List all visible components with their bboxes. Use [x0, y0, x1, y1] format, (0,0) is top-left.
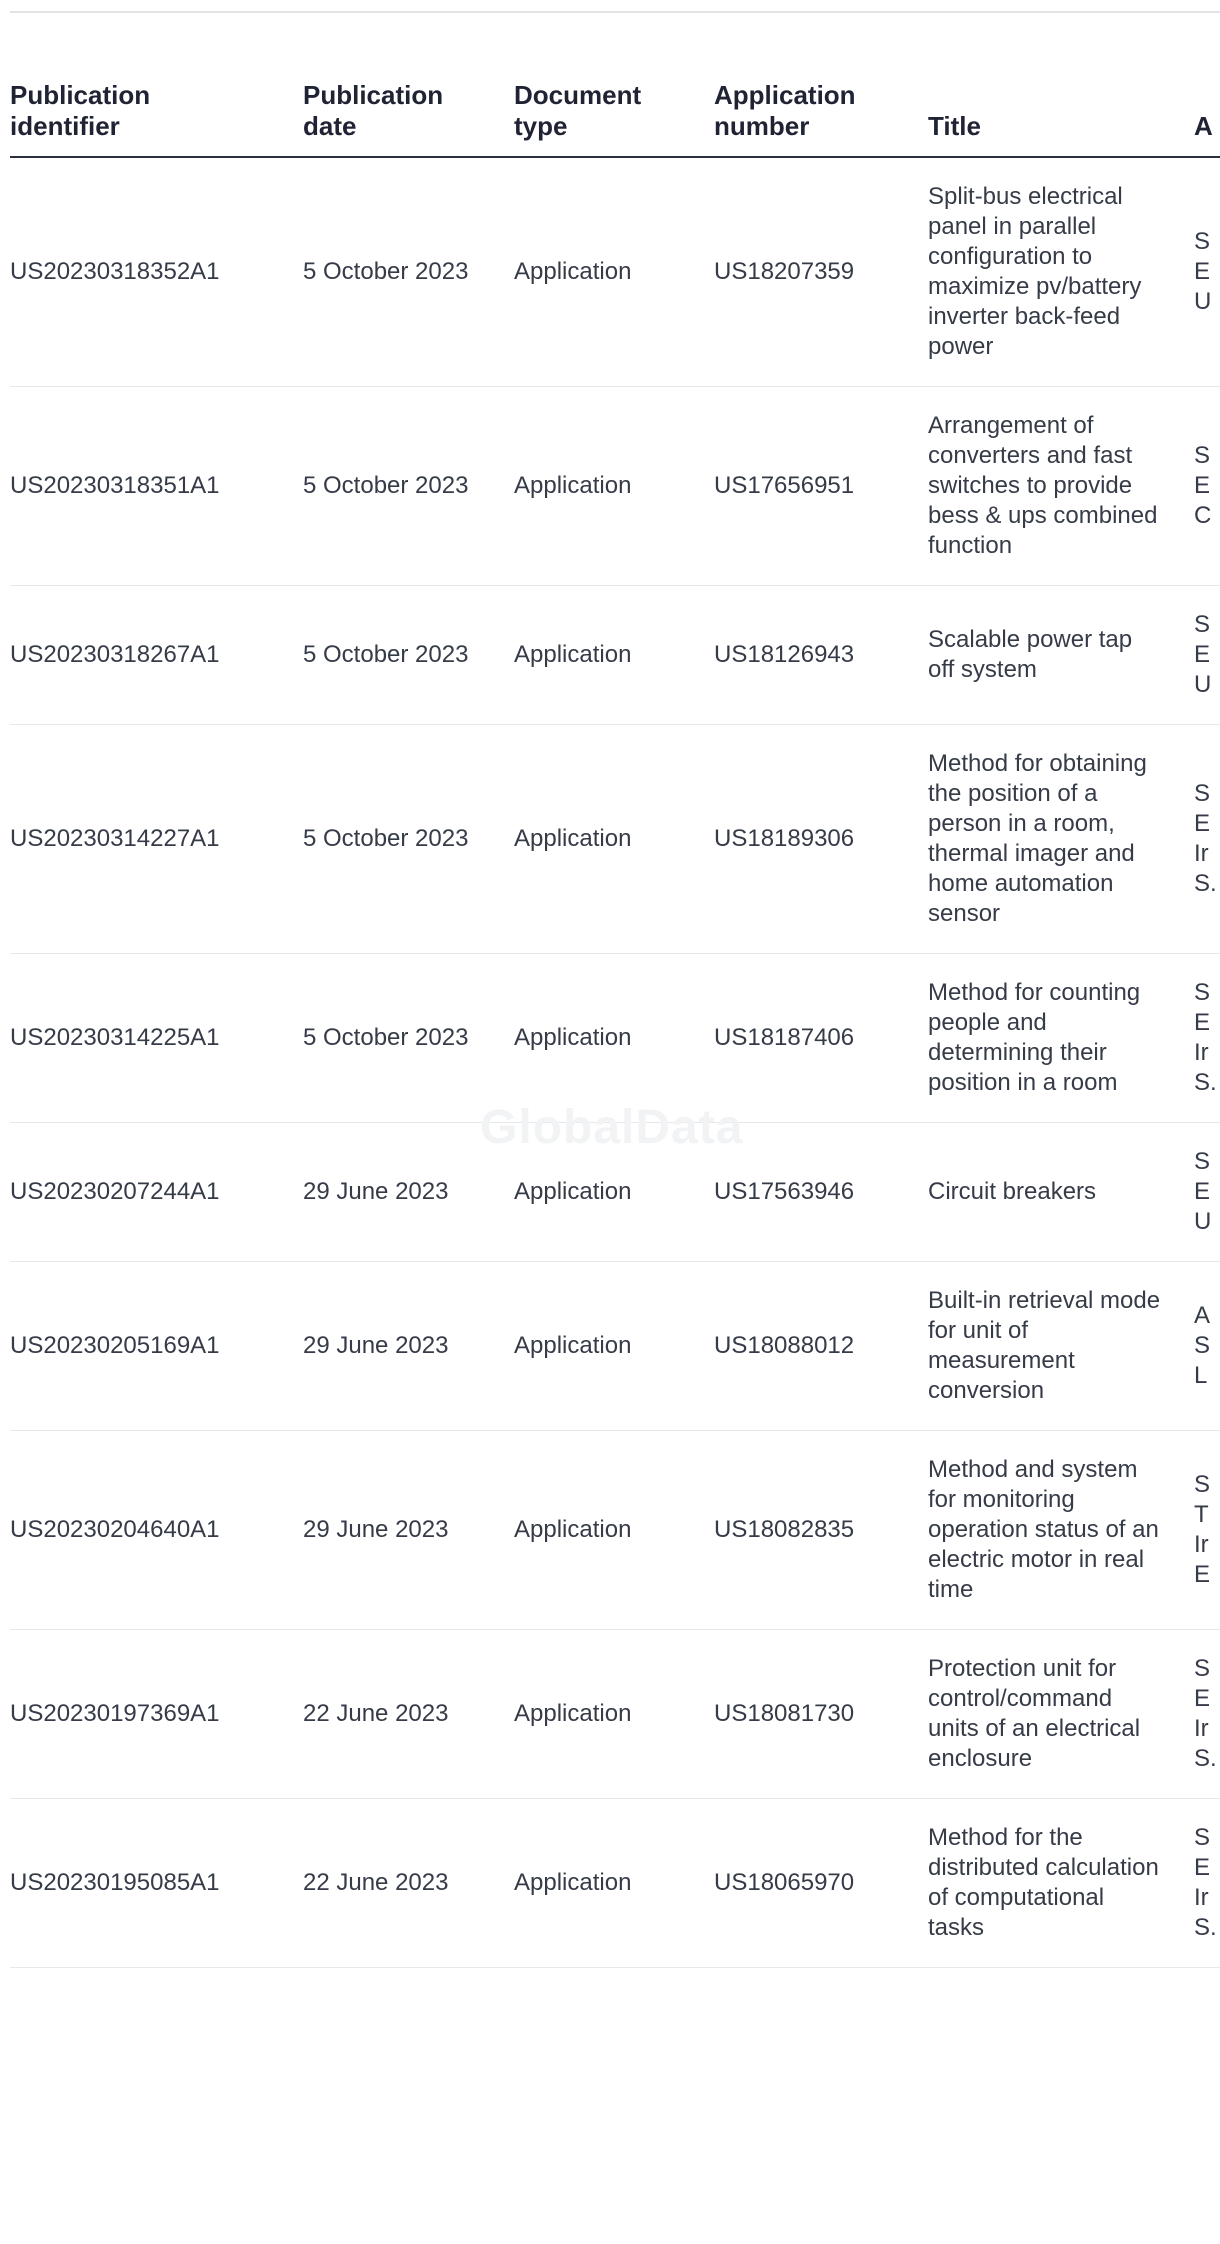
table-row[interactable] — [10, 1431, 1220, 1630]
publication-date-cell: 22 June 2023 — [303, 1630, 514, 1799]
table-row[interactable] — [10, 1262, 1220, 1431]
header-label: Document type — [514, 80, 642, 141]
publication-identifier-cell: US20230207244A1 — [10, 1123, 303, 1262]
table-row[interactable] — [10, 725, 1220, 954]
assignee-cell: S E Ir S. — [1194, 725, 1220, 954]
header-assignee[interactable] — [1194, 62, 1220, 157]
publication-identifier-cell: US20230314225A1 — [10, 954, 303, 1123]
title-cell: Method for obtaining the position of a person in a room, thermal imager and home automation sensor — [928, 725, 1194, 954]
document-type-cell: Application — [514, 157, 714, 387]
table-row[interactable] — [10, 1799, 1220, 1968]
table-row[interactable] — [10, 387, 1220, 586]
application-number-cell: US18189306 — [714, 725, 928, 954]
publication-identifier-cell: US20230204640A1 — [10, 1431, 303, 1630]
table-row[interactable] — [10, 1630, 1220, 1799]
table-row[interactable] — [10, 954, 1220, 1123]
publication-identifier-cell: US20230318351A1 — [10, 387, 303, 586]
assignee-cell: S E Ir S. — [1194, 954, 1220, 1123]
publication-identifier-cell: US20230197369A1 — [10, 1630, 303, 1799]
watermark-logo: GlobalData — [480, 1101, 744, 1154]
assignee-cell: S E U — [1194, 586, 1220, 725]
assignee-cell: S E U — [1194, 157, 1220, 387]
header-document-type[interactable] — [514, 62, 714, 157]
application-number-cell: US18082835 — [714, 1431, 928, 1630]
application-number-cell: US18187406 — [714, 954, 928, 1123]
title-cell: Scalable power tap off system — [928, 586, 1194, 725]
title-cell: Built-in retrieval mode for unit of measurement conversion — [928, 1262, 1194, 1431]
header-application-number[interactable] — [714, 62, 928, 157]
patent-table — [10, 62, 1220, 1968]
document-type-cell: Application — [514, 1799, 714, 1968]
header-label: Publication identifier — [10, 80, 151, 141]
assignee-cell: S E U — [1194, 1123, 1220, 1262]
application-number-cell: US18065970 — [714, 1799, 928, 1968]
document-type-cell: Application — [514, 1630, 714, 1799]
application-number-cell: US18207359 — [714, 157, 928, 387]
table-body — [10, 157, 1220, 1968]
table-row[interactable] — [10, 157, 1220, 387]
header-label: A — [1194, 111, 1213, 141]
header-label: Application number — [714, 80, 856, 141]
header-publication-date[interactable] — [303, 62, 514, 157]
document-type-cell: Application — [514, 1431, 714, 1630]
title-cell: Split-bus electrical panel in parallel configuration to maximize pv/battery inverter back-feed power — [928, 157, 1194, 387]
title-cell: Method for counting people and determining their position in a room — [928, 954, 1194, 1123]
document-type-cell: Application — [514, 725, 714, 954]
document-type-cell: Application — [514, 586, 714, 725]
assignee-cell: S T Ir E — [1194, 1431, 1220, 1630]
publication-identifier-cell: US20230205169A1 — [10, 1262, 303, 1431]
title-cell: Method for the distributed calculation of computational tasks — [928, 1799, 1194, 1968]
title-cell: Protection unit for control/command units of an electrical enclosure — [928, 1630, 1194, 1799]
publication-date-cell: 5 October 2023 — [303, 725, 514, 954]
application-number-cell: US18126943 — [714, 586, 928, 725]
document-type-cell: Application — [514, 954, 714, 1123]
title-cell: Method and system for monitoring operation status of an electric motor in real time — [928, 1431, 1194, 1630]
publication-date-cell: 22 June 2023 — [303, 1799, 514, 1968]
publication-identifier-cell: US20230318267A1 — [10, 586, 303, 725]
publication-identifier-cell: US20230195085A1 — [10, 1799, 303, 1968]
document-type-cell: Application — [514, 1123, 714, 1262]
table-row[interactable] — [10, 1123, 1220, 1262]
publication-date-cell: 5 October 2023 — [303, 586, 514, 725]
document-type-cell: Application — [514, 387, 714, 586]
publication-date-cell: 29 June 2023 — [303, 1431, 514, 1630]
application-number-cell: US18081730 — [714, 1630, 928, 1799]
top-divider — [10, 11, 1220, 13]
table-row[interactable] — [10, 586, 1220, 725]
application-number-cell: US17656951 — [714, 387, 928, 586]
assignee-cell: S E Ir S. — [1194, 1630, 1220, 1799]
publication-date-cell: 29 June 2023 — [303, 1262, 514, 1431]
application-number-cell: US17563946 — [714, 1123, 928, 1262]
header-label: Publication date — [303, 80, 444, 141]
assignee-cell: S E Ir S. — [1194, 1799, 1220, 1968]
header-publication-identifier[interactable] — [10, 62, 303, 157]
assignee-cell: A S L — [1194, 1262, 1220, 1431]
publication-identifier-cell: US20230318352A1 — [10, 157, 303, 387]
header-title[interactable] — [928, 62, 1194, 157]
publication-date-cell: 5 October 2023 — [303, 387, 514, 586]
assignee-cell: S E C — [1194, 387, 1220, 586]
publication-identifier-cell: US20230314227A1 — [10, 725, 303, 954]
publication-date-cell: 29 June 2023 — [303, 1123, 514, 1262]
title-cell: Arrangement of converters and fast switches to provide bess & ups combined function — [928, 387, 1194, 586]
table-header-row — [10, 62, 1220, 157]
header-label: Title — [928, 111, 981, 141]
document-type-cell: Application — [514, 1262, 714, 1431]
title-cell: Circuit breakers — [928, 1123, 1194, 1262]
patent-table-container — [10, 62, 1220, 1968]
publication-date-cell: 5 October 2023 — [303, 157, 514, 387]
publication-date-cell: 5 October 2023 — [303, 954, 514, 1123]
application-number-cell: US18088012 — [714, 1262, 928, 1431]
